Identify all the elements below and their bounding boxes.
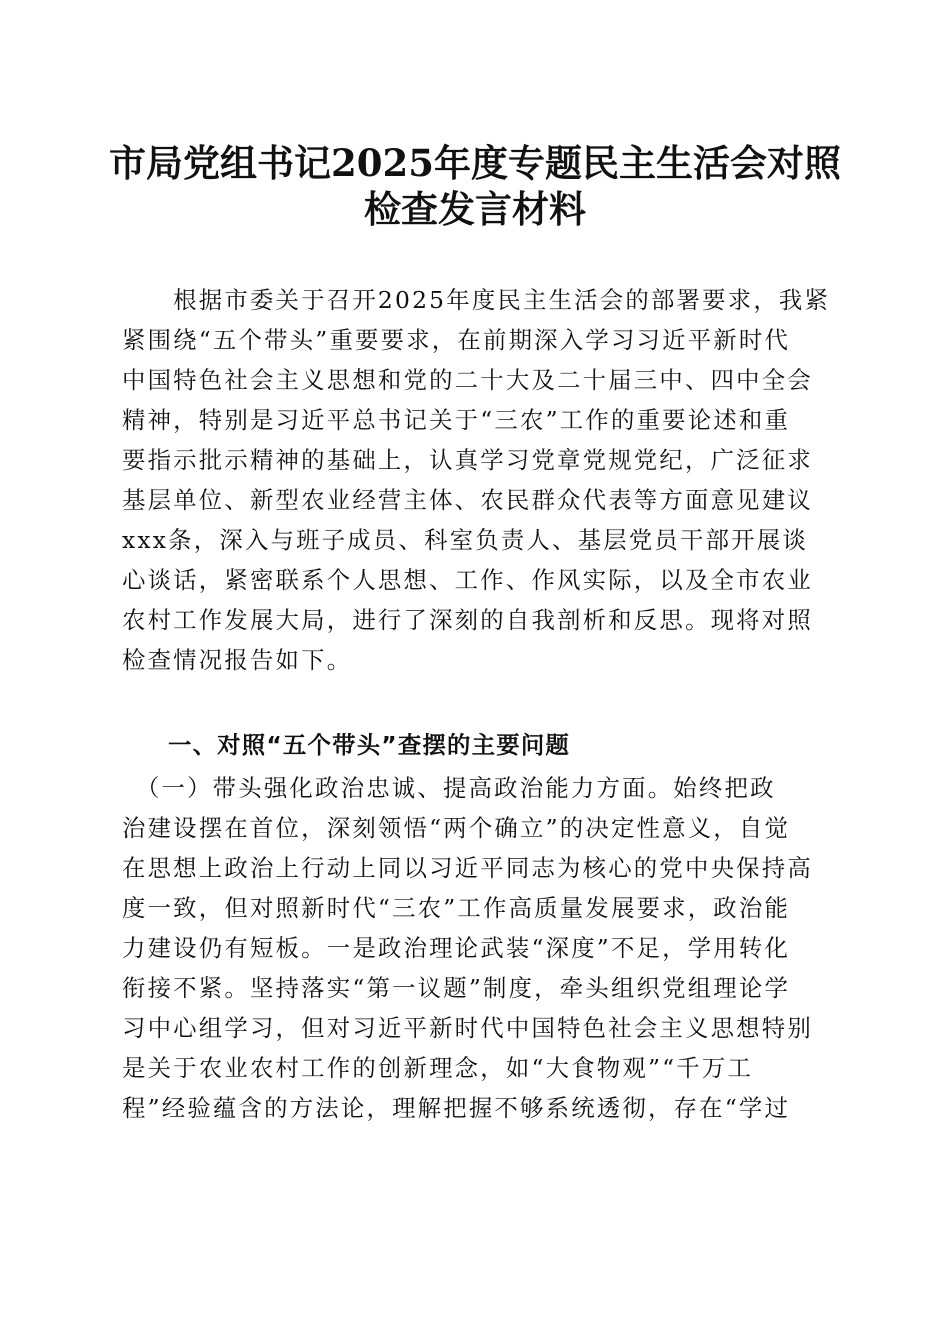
text-line: 是关于农业农村工作的创新理念，如“大食物观”“千万工 — [122, 1054, 754, 1082]
text-line: （一）带头强化政治忠诚、提高政治能力方面。始终把政 — [122, 774, 776, 802]
paragraph-section-1-1 — [122, 768, 842, 1128]
text-line: 检查情况报告如下。 — [122, 646, 353, 674]
text-line: 根据市委关于召开2025年度民主生活会的部署要求，我紧 — [122, 286, 831, 314]
document-title-line-2: 检查发言材料 — [364, 187, 586, 231]
text-line: 度一致，但对照新时代“三农”工作高质量发展要求，政治能 — [122, 894, 791, 922]
text-line: 力建设仍有短板。一是政治理论武装“深度”不足，学用转化 — [122, 934, 791, 962]
text-line: xxx条，深入与班子成员、科室负责人、基层党员干部开展谈 — [122, 526, 808, 554]
document-title-line-1: 市局党组书记2025年度专题民主生活会对照 — [109, 141, 841, 185]
text-line: 习中心组学习，但对习近平新时代中国特色社会主义思想特别 — [122, 1014, 813, 1042]
text-line: 紧围绕“五个带头”重要要求，在前期深入学习习近平新时代 — [122, 326, 791, 354]
text-line: 要指示批示精神的基础上，认真学习党章党规党纪，广泛征求 — [122, 446, 813, 474]
text-line: 在思想上政治上行动上同以习近平同志为核心的党中央保持高 — [122, 854, 813, 882]
text-line: 程”经验蕴含的方法论，理解把握不够系统透彻，存在“学过 — [122, 1094, 791, 1122]
text-line: 中国特色社会主义思想和党的二十大及二十届三中、四中全会 — [122, 366, 813, 394]
text-line: 农村工作发展大局，进行了深刻的自我剖析和反思。现将对照 — [122, 606, 813, 634]
text-line: 基层单位、新型农业经营主体、农民群众代表等方面意见建议 — [122, 486, 813, 514]
text-line: 衔接不紧。坚持落实“第一议题”制度，牵头组织党组理论学 — [122, 974, 791, 1002]
text-line: 精神，特别是习近平总书记关于“三农”工作的重要论述和重 — [122, 406, 791, 434]
paragraph-intro — [122, 280, 842, 680]
text-line: 治建设摆在首位，深刻领悟“两个确立”的决定性意义，自觉 — [122, 814, 791, 842]
section-heading-1: 一、对照“五个带头”查摆的主要问题 — [168, 731, 571, 759]
text-line: 心谈话，紧密联系个人思想、工作、作风实际，以及全市农业 — [122, 566, 813, 594]
